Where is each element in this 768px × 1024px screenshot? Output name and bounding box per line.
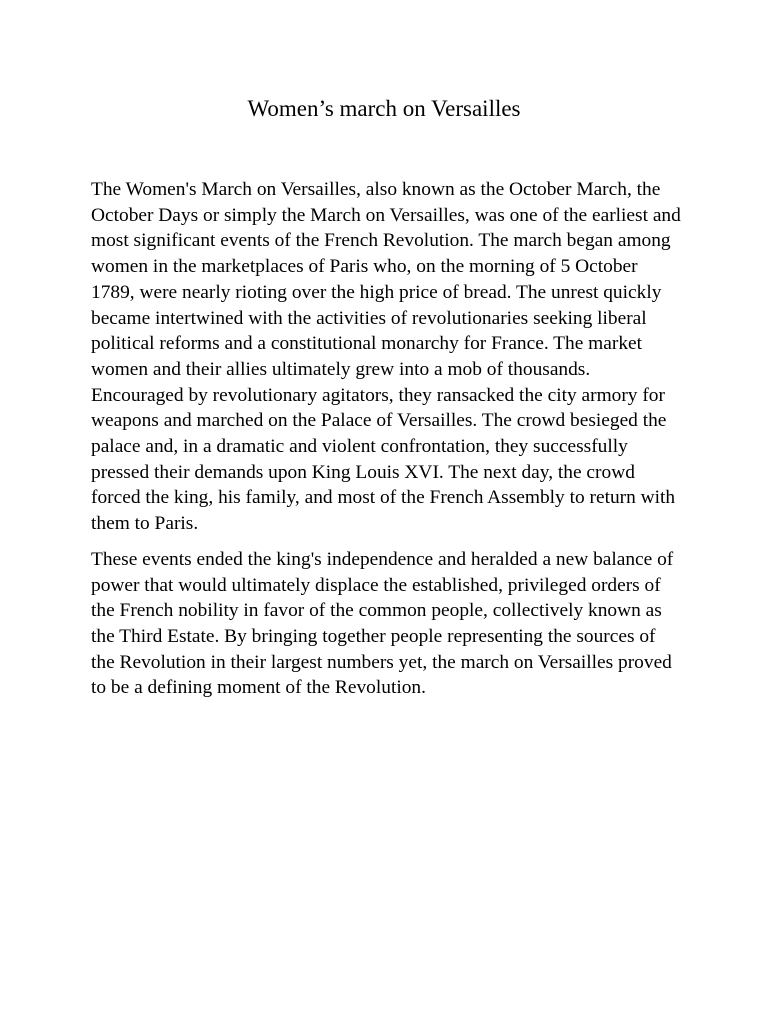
paragraph-1: The Women's March on Versailles, also known as the October March, the October Days or simply the March on Versailles, was one of the earliest and most significant events of the French Revolution. The march began among women in the marketplaces of Paris who, on the morning of 5 October 1789, were nearly rioting over the high price of bread. The unrest quickly became intertwined with the activities of revolutionaries seeking liberal political reforms and a constitutional monarchy for France. The market women and their allies ultimately grew into a mob of thousands. Encouraged by revolutionary agitators, they ransacked the city armory for weapons and marched on the Palace of Versailles. The crowd besieged the palace and, in a dramatic and violent confrontation, they successfully pressed their demands upon King Louis XVI. The next day, the crowd forced the king, his family, and most of the French Assembly to return with them to Paris. <box>91 179 681 535</box>
document-title: Women’s march on Versailles <box>247 96 521 121</box>
document-body <box>91 177 681 711</box>
paragraph-2: These events ended the king's independence and heralded a new balance of power that would ultimately displace the established, privileged orders of the French nobility in favor of the common people, collectively known as the Third Estate. By bringing together people representing the sources of the Revolution in their largest numbers yet, the march on Versailles proved to be a defining moment of the Revolution. <box>91 548 674 699</box>
